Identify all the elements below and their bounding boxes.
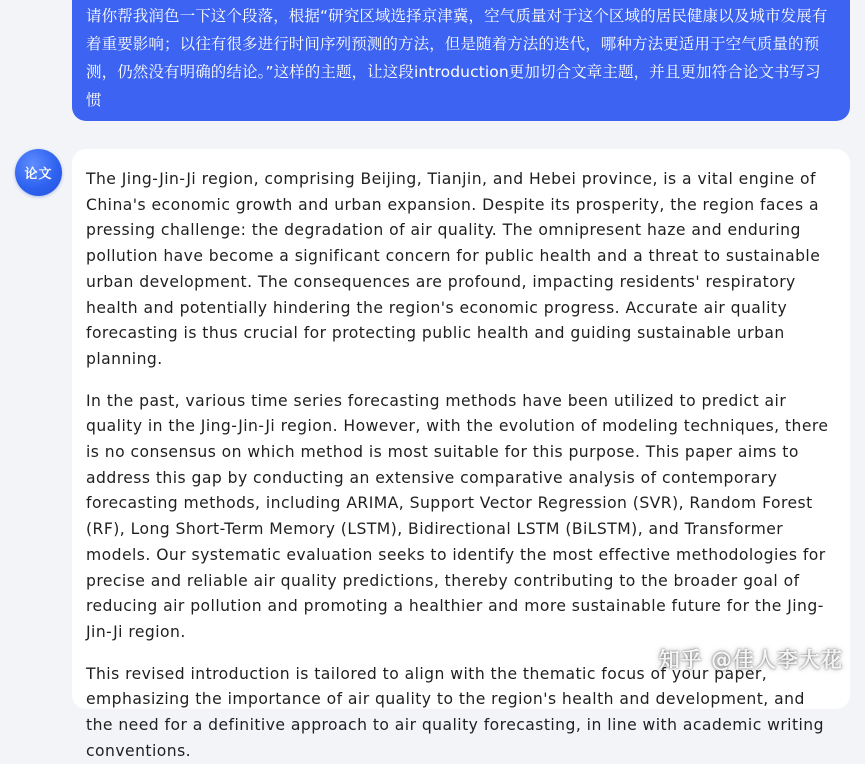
assistant-avatar [15, 149, 62, 196]
user-message-bubble [72, 0, 850, 121]
assistant-response-card [72, 149, 850, 760]
response-paragraph-2: In the past, various time series forecasting methods have been utilized to predict air quality in the Jing-Jin-Ji region. However, with the evolution of modeling techniques, there is no consensus on which method is most suitable for this purpose. This paper aims to address this gap by conducting an extensive comparative analysis of contemporary forecasting methods, including ARIMA, Support Vector Regression (SVR), Random Forest (RF), Long Short-Term Memory (LSTM), Bidirectional LSTM (BiLSTM), and Transformer models. Our systematic evaluation seeks to identify the most effective methodologies for precise and reliable air quality predictions, thereby contributing to the broader goal of reducing air pollution and promoting a healthier and more sustainable future for the Jing-Jin-Ji region. [86, 391, 829, 641]
response-paragraph-1: The Jing-Jin-Ji region, comprising Beijing, Tianjin, and Hebei province, is a vital engine of China's economic growth and urban expansion. Despite its prosperity, the region faces a pressing challenge: the degradation of air quality. The omnipresent haze and enduring pollution have become a significant concern for public health and a threat to sustainable urban development. The consequences are profound, impacting residents' respiratory health and potentially hindering the region's economic progress. Accurate air quality forecasting is thus crucial for protecting public health and guiding sustainable urban planning. [86, 170, 821, 368]
zhihu-watermark: 知乎 @佳人李大花 [658, 648, 843, 672]
response-paragraph-3: This revised introduction is tailored to align with the thematic focus of your paper, emphasizing the importance of air quality to the region's health and development, and the need for a definitive approach to air quality forecasting, in line with academic writing conventions. [86, 664, 824, 760]
assistant-avatar-label: 论文 [24, 167, 53, 182]
user-message-text: 请你帮我润色一下这个段落，根据“研究区域选择京津冀，空气质量对于这个区域的居民健康以及城市发展有着重要影响；以往有很多进行时间序列预测的方法，但是随着方法的迭代，哪种方法更适用于空气质量的预测，仍然没有明确的结论。”这样的主题，让这段introduction更加切合文章主题，并且更加符合论文书写习惯 [86, 7, 828, 109]
